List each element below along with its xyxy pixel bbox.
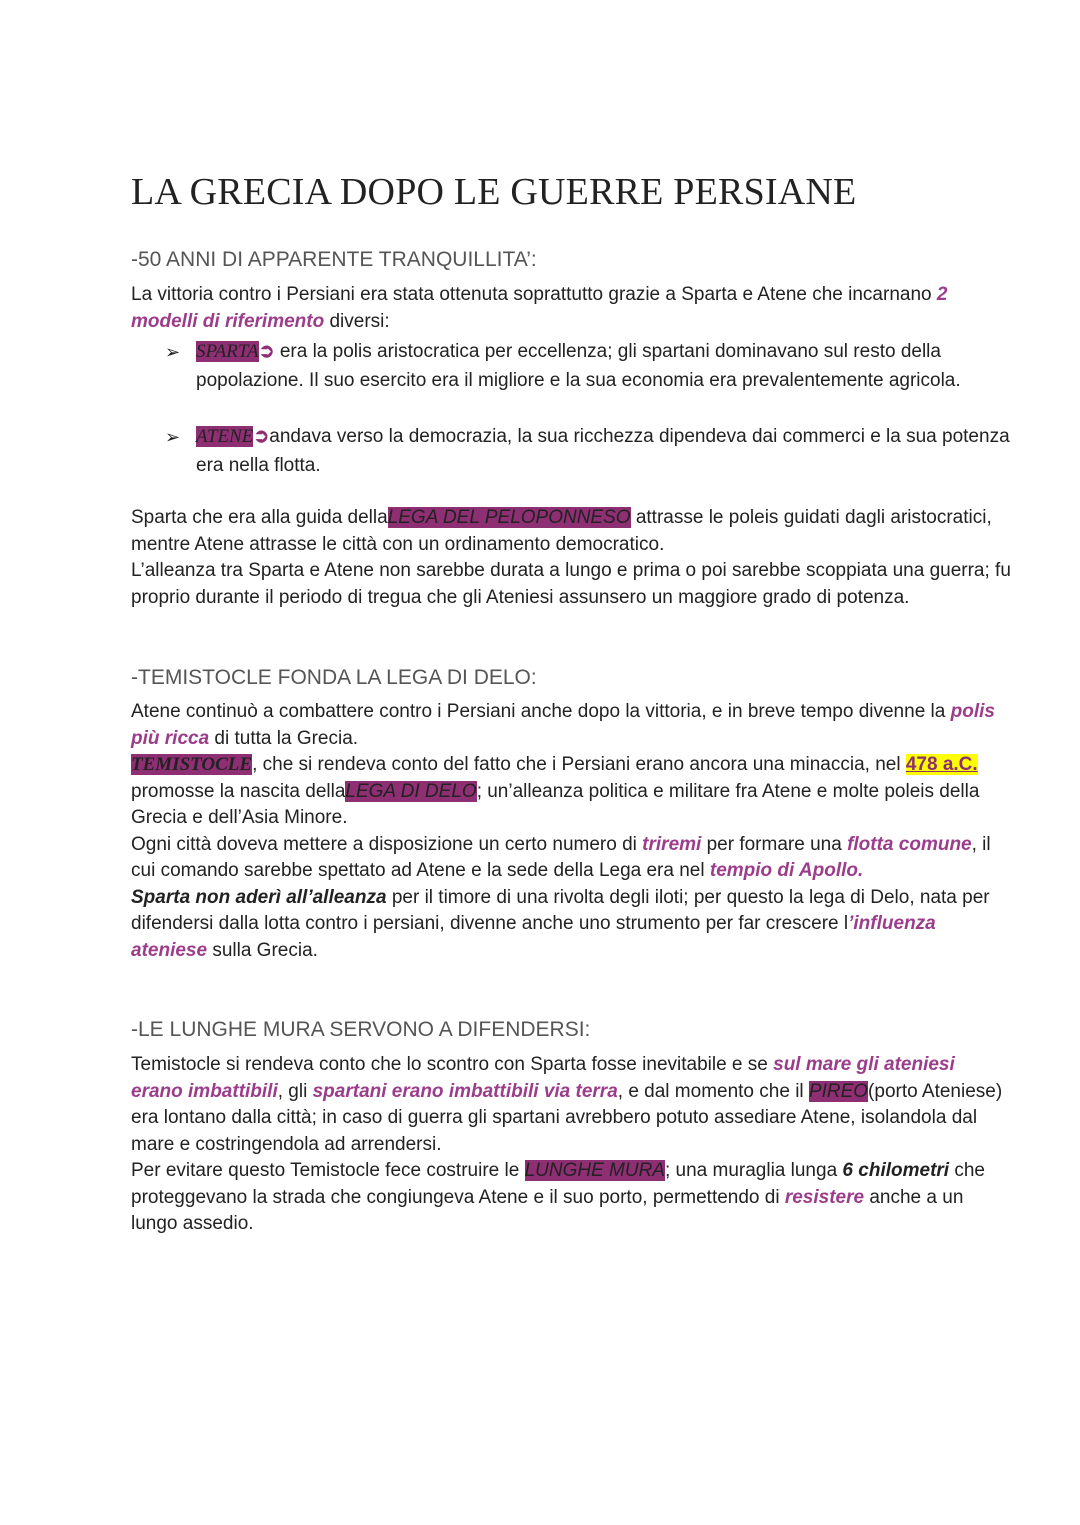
- text: anche a un lungo assedio.: [131, 1186, 964, 1234]
- intro-text-end: diversi:: [324, 310, 390, 332]
- text: , gli: [277, 1080, 313, 1102]
- text: attrasse le poleis guidati dagli aristocratici, mentre Atene attrasse le città con un ordinamento democratico.: [131, 507, 992, 555]
- highlight-date: 478 a.C.: [905, 754, 978, 775]
- highlight-resistere: resistere: [784, 1186, 865, 1208]
- text: Per evitare questo Temistocle fece costruire le: [131, 1160, 525, 1181]
- section-heading-lega-delo: -TEMISTOCLE FONDA LA LEGA DI DELO:: [131, 666, 537, 689]
- page-title: LA GRECIA DOPO LE GUERRE PERSIANE: [131, 171, 857, 213]
- text: Ogni città doveva mettere a disposizione un certo numero di: [131, 833, 643, 855]
- text: ; un’alleanza politica e militare fra Atene e molte poleis della Grecia e dell’Asia Minore.: [131, 780, 980, 828]
- text: Temistocle si rendeva conto che lo scontro con Sparta fosse inevitabile e se: [131, 1054, 774, 1075]
- text: (porto Ateniese) era lontano dalla città; in caso di guerra gli spartani avrebbero potuto assediare Atene, isolandola dal mare e costringendola ad arrendersi.: [131, 1080, 1003, 1155]
- bold-sparta-non-aderi: Sparta non aderì all’alleanza: [131, 886, 387, 908]
- text: , che si rendeva conto del fatto che i Persiani erano ancora una minaccia, nel: [252, 754, 906, 775]
- highlight-tempio: tempio di Apollo.: [709, 860, 864, 881]
- text: L’alleanza tra Sparta e Atene non sarebbe durata a lungo e prima o poi sarebbe scoppiata una guerra; fu proprio durante il periodo di tregua che gli Ateniesi assunsero un maggiore grado di potenza.: [131, 560, 1011, 608]
- text: sulla Grecia.: [207, 939, 318, 961]
- highlight-mare: sul mare gli ateniesi erano imbattibili: [131, 1054, 955, 1102]
- bullet-arrow-icon: ➢: [165, 342, 181, 362]
- section-heading-tranquillita: -50 ANNI DI APPARENTE TRANQUILLITA’:: [131, 248, 537, 271]
- section-heading-lunghe-mura: -LE LUNGHE MURA SERVONO A DIFENDERSI:: [131, 1018, 591, 1041]
- text: ; una muraglia lunga: [664, 1160, 843, 1181]
- highlight-triremi: triremi: [642, 833, 702, 855]
- bullet-arrow-icon: ➢: [165, 427, 181, 447]
- bullet-sparta: [196, 337, 1016, 395]
- text: Atene continuò a combattere contro i Persiani anche dopo la vittoria, e in breve tempo divenne la: [131, 701, 951, 722]
- highlight-lega-delo: LEGA DI DELO: [345, 780, 477, 802]
- intro-paragraph: [131, 282, 1011, 335]
- highlight-atene: ATENE: [196, 426, 254, 447]
- highlight-influenza: ’influenza ateniese: [131, 913, 936, 961]
- paragraph-lunghe-mura: [131, 1052, 1011, 1238]
- highlight-lunghe-mura: LUNGHE MURA: [524, 1160, 665, 1181]
- highlight-sparta: SPARTA: [196, 341, 259, 362]
- text: , il cui comando sarebbe spettato ad Atene e la sede della Lega era nel: [131, 833, 991, 881]
- text: che proteggevano la strada che congiungeva Atene e il suo porto, permettendo di: [131, 1160, 985, 1208]
- highlight-temistocle: TEMISTOCLE: [131, 754, 253, 775]
- highlight-terra: spartani erano imbattibili via terra: [312, 1080, 618, 1102]
- paragraph-lega-peloponneso: [131, 505, 1011, 611]
- highlight-lega-peloponneso: LEGA DEL PELOPONNESO: [387, 507, 631, 528]
- bold-chilometri: 6 chilometri: [842, 1160, 950, 1181]
- text: promosse la nascita della: [131, 780, 346, 802]
- highlight-modelli: 2 modelli di riferimento: [131, 284, 948, 332]
- highlight-flotta: flotta comune: [847, 833, 972, 855]
- text: per il timore di una rivolta degli iloti; per questo la lega di Delo, nata per difendersi dalla lotta contro i persiani, divenne anche uno strumento per far crescere l: [131, 886, 990, 934]
- text: per formare una: [701, 833, 848, 855]
- bullet-atene: [196, 422, 1016, 480]
- text: Sparta che era alla guida della: [131, 507, 388, 528]
- curved-arrow-icon: ➲: [258, 341, 275, 362]
- highlight-polis-ricca: polis più ricca: [131, 701, 995, 749]
- highlight-pireo: PIREO: [808, 1080, 869, 1102]
- intro-text: La vittoria contro i Persiani era stata ottenuta soprattutto grazie a Sparta e Atene che incarnano: [131, 284, 937, 305]
- atene-text: andava verso la democrazia, la sua ricchezza dipendeva dai commerci e la sua potenza era nella flotta.: [196, 426, 1010, 476]
- paragraph-lega-delo: [131, 699, 1011, 964]
- sparta-text: era la polis aristocratica per eccellenza; gli spartani dominavano sul resto della popolazione. Il suo esercito era il migliore e la sua economia era prevalentemente agricola.: [196, 341, 961, 391]
- text: , e dal momento che il: [617, 1080, 809, 1102]
- curved-arrow-icon: ➲: [253, 426, 270, 447]
- text: di tutta la Grecia.: [209, 727, 359, 749]
